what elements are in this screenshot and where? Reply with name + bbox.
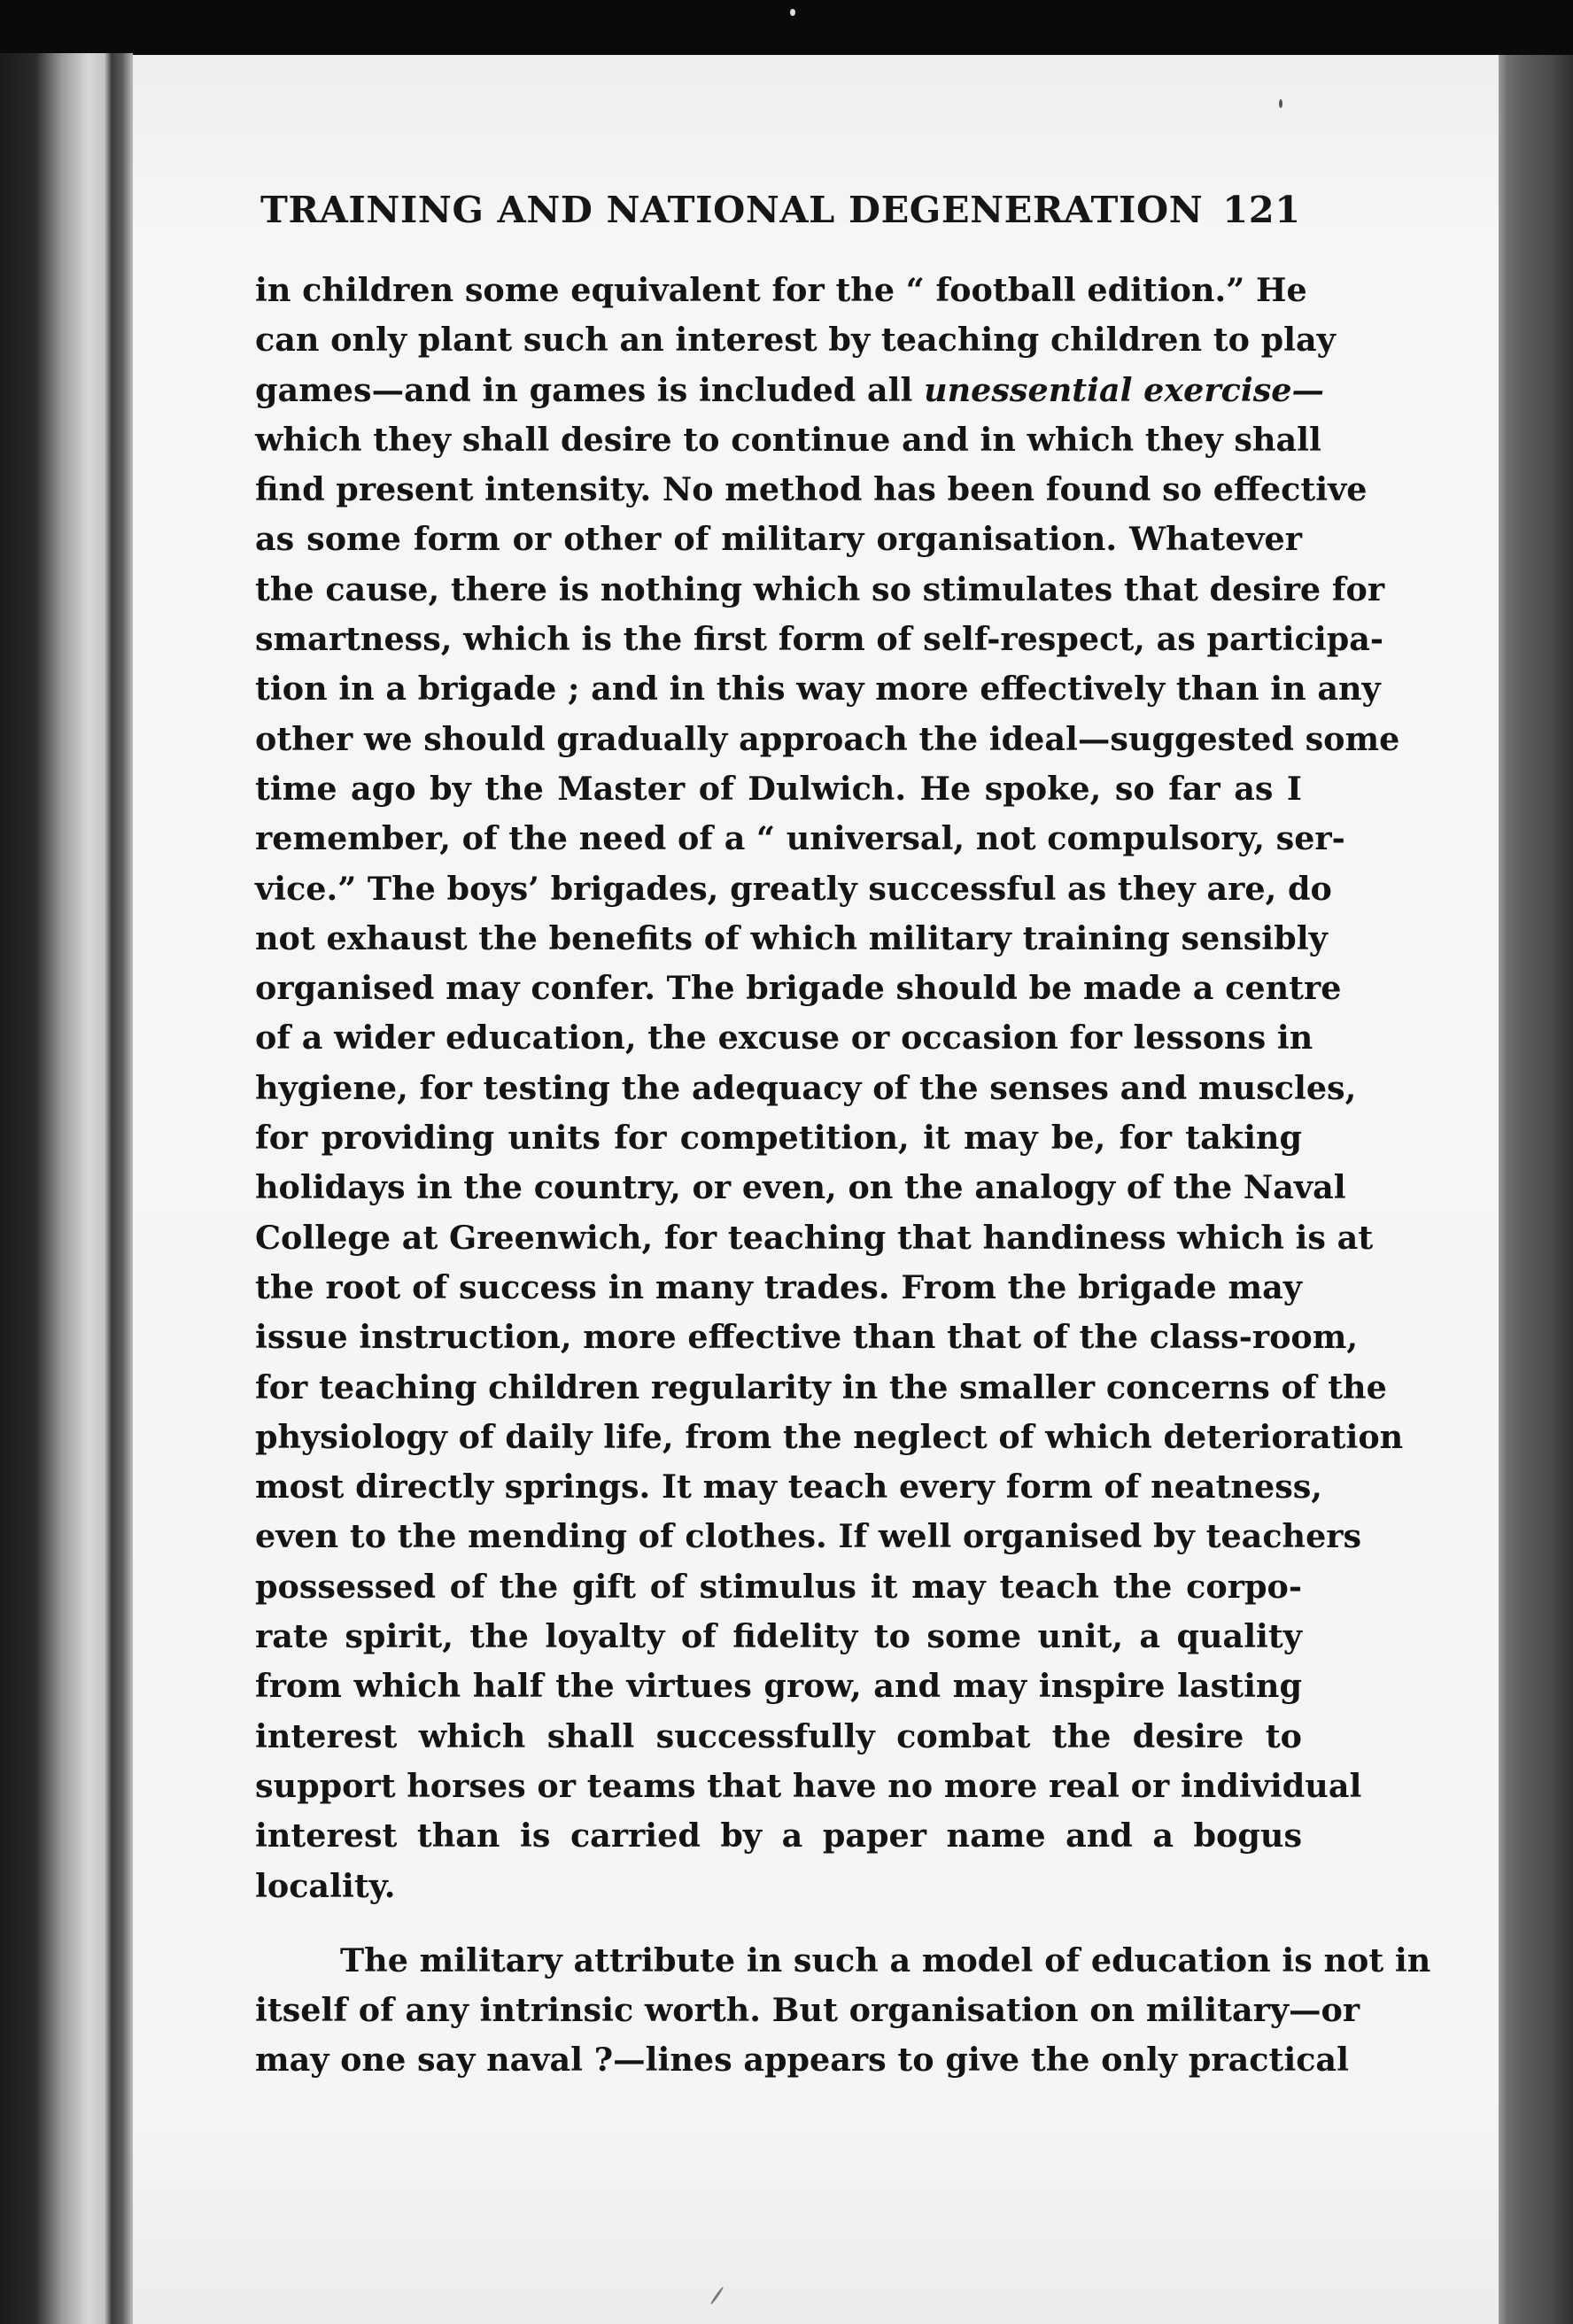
gutter-shadow <box>0 53 133 2324</box>
text-line: interest than is carried by a paper name and a bogus <box>255 1817 1302 1855</box>
text-line: from which half the virtues grow, and may inspire lasting <box>255 1667 1302 1706</box>
text-line: the cause, there is nothing which so stimulates that desire for <box>255 569 1385 608</box>
italic-run: unessential exercise— <box>924 370 1324 409</box>
text-line: can only plant such an interest by teaching children to play <box>255 321 1336 360</box>
text-run: games—and in games is included all <box>255 370 925 409</box>
text-line: not exhaust the benefits of which military training sensibly <box>255 918 1328 957</box>
text-line: which they shall desire to continue and in which they shall <box>255 420 1321 459</box>
paragraph <box>255 1936 1431 2086</box>
text-line: even to the mending of clothes. If well organised by teachers <box>255 1517 1362 1556</box>
text-line: organised may confer. The brigade should be made a centre <box>255 969 1342 1008</box>
text-line: physiology of daily life, from the neglect of which deterioration <box>255 1417 1404 1456</box>
text-line: the root of success in many trades. From the brigade may <box>255 1267 1302 1306</box>
running-head <box>260 188 1306 231</box>
text-line: support horses or teams that have no more real or individual <box>255 1766 1362 1805</box>
body-text <box>255 266 1431 2086</box>
text-line: interest which shall successfully combat the desire to <box>255 1716 1302 1755</box>
paragraph <box>255 266 1404 1911</box>
text-line: may one say naval ?—lines appears to give the only practical <box>255 2041 1349 2080</box>
text-line: as some form or other of military organisation. Whatever <box>255 520 1302 559</box>
text-line: time ago by the Master of Dulwich. He spoke, so far as I <box>255 769 1302 808</box>
text-line: for providing units for competition, it may be, for taking <box>255 1119 1302 1158</box>
text-line: most directly springs. It may teach every form of neatness, <box>255 1468 1322 1507</box>
text-line: find present intensity. No method has been found so effective <box>255 470 1368 509</box>
text-line <box>255 366 1324 415</box>
text-line: for teaching children regularity in the smaller concerns of the <box>255 1367 1387 1406</box>
scan-top-border <box>0 0 1573 55</box>
text-line: itself of any intrinsic worth. But organisation on military—or <box>255 1991 1360 2030</box>
text-line: of a wider education, the excuse or occasion for lessons in <box>255 1019 1313 1057</box>
page-number: 121 <box>1222 188 1301 231</box>
text-line: locality. <box>255 1866 396 1905</box>
text-line: possessed of the gift of stimulus it may teach the corpo- <box>255 1567 1302 1606</box>
text-line: vice.” The boys’ brigades, greatly successful as they are, do <box>255 869 1332 908</box>
page-block-edge <box>1499 55 1573 2324</box>
text-line: smartness, which is the first form of self-respect, as participa- <box>255 620 1384 659</box>
text-line: issue instruction, more effective than that of the class-room, <box>255 1318 1359 1357</box>
text-line: tion in a brigade ; and in this way more effectively than in any <box>255 670 1381 709</box>
text-line: hygiene, for testing the adequacy of the senses and muscles, <box>255 1068 1357 1107</box>
paragraph-gap <box>255 1911 1302 1936</box>
text-line: The military attribute in such a model of education is not in <box>340 1941 1431 1979</box>
text-line: other we should gradually approach the ideal—suggested some <box>255 719 1400 758</box>
text-line: in children some equivalent for the “ football edition.” He <box>255 271 1307 309</box>
scan-speck <box>790 9 795 16</box>
text-line: rate spirit, the loyalty of fidelity to some unit, a quality <box>255 1617 1302 1656</box>
scan-speck <box>1279 99 1282 108</box>
running-head-title: TRAINING AND NATIONAL DEGENERATION <box>260 188 1204 231</box>
text-line: remember, of the need of a “ universal, not compulsory, ser- <box>255 819 1345 858</box>
text-line: College at Greenwich, for teaching that handiness which is at <box>255 1218 1374 1257</box>
text-line: holidays in the country, or even, on the analogy of the Naval <box>255 1168 1346 1207</box>
